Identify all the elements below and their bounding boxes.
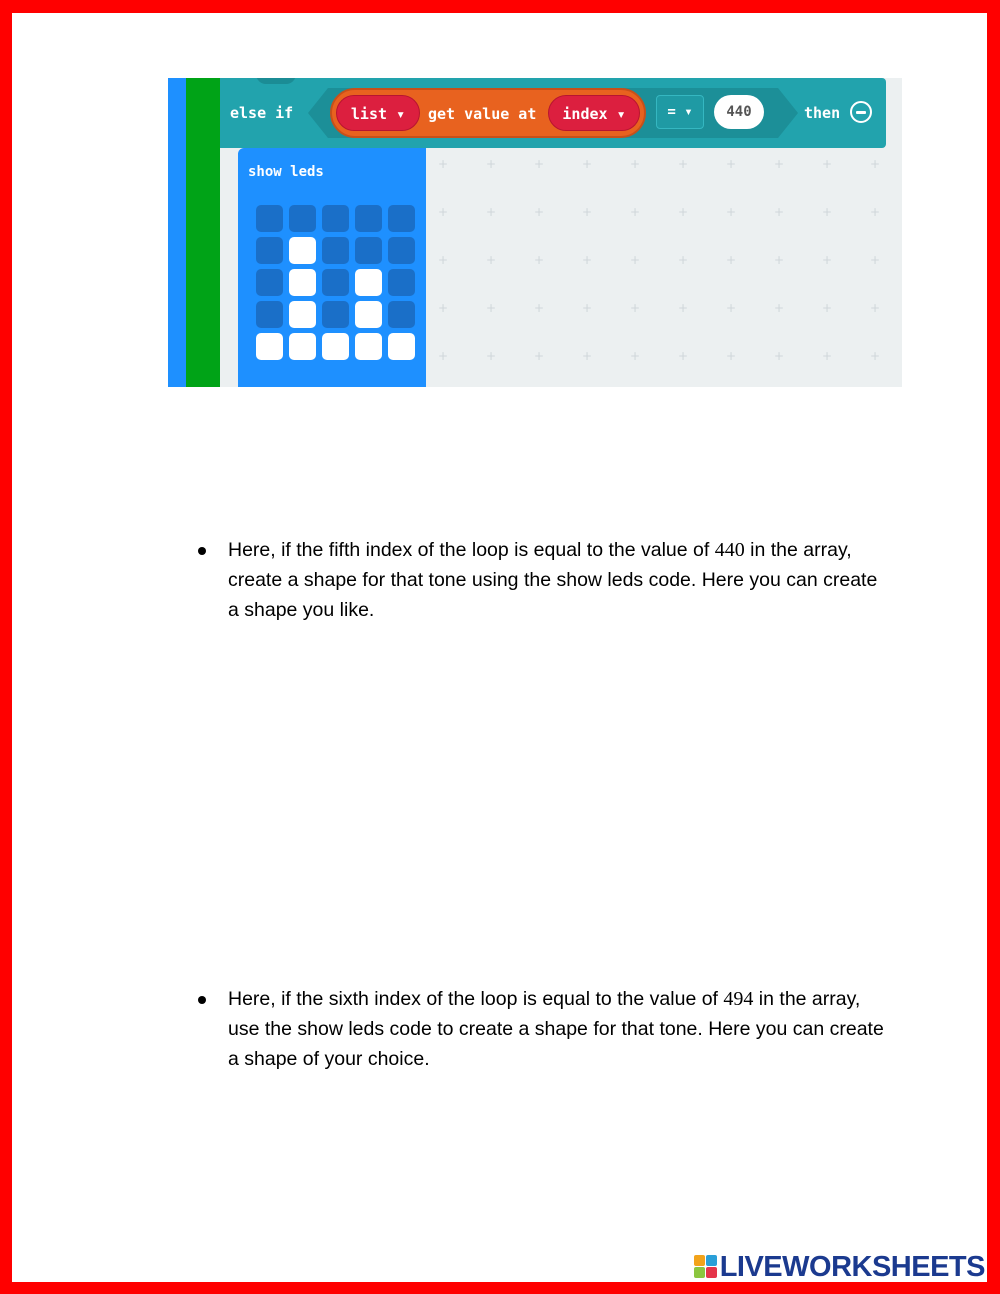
chevron-down-icon: ▾ bbox=[396, 105, 406, 123]
grid-dot: + bbox=[774, 157, 785, 171]
grid-dot: + bbox=[774, 253, 785, 267]
index-dropdown[interactable] bbox=[548, 95, 640, 131]
led-cell[interactable] bbox=[289, 269, 316, 296]
grid-dot: + bbox=[630, 253, 641, 267]
compare-value-input[interactable]: 440 bbox=[714, 95, 764, 129]
tone-value: 494 bbox=[723, 988, 754, 1010]
show-leds-label: show leds bbox=[248, 164, 324, 180]
grid-dot: + bbox=[726, 157, 737, 171]
led-cell[interactable] bbox=[355, 333, 382, 360]
led-cell[interactable] bbox=[355, 205, 382, 232]
then-label: then bbox=[804, 104, 841, 122]
led-cell[interactable] bbox=[289, 301, 316, 328]
grid-dot: + bbox=[678, 301, 689, 315]
grid-dot: + bbox=[678, 205, 689, 219]
grid-dot: + bbox=[726, 205, 737, 219]
grid-dot: + bbox=[486, 349, 497, 363]
grid-dot: + bbox=[678, 157, 689, 171]
led-cell[interactable] bbox=[355, 301, 382, 328]
get-value-label: get value at bbox=[428, 105, 537, 123]
led-cell[interactable] bbox=[322, 269, 349, 296]
led-cell[interactable] bbox=[322, 237, 349, 264]
grid-dot: + bbox=[534, 205, 545, 219]
grid-dot: + bbox=[438, 205, 449, 219]
bullet-dot bbox=[198, 547, 206, 555]
operator-dropdown[interactable] bbox=[656, 95, 704, 129]
bullet-text bbox=[228, 984, 888, 1074]
grid-dot: + bbox=[870, 349, 881, 363]
liveworksheets-logo bbox=[694, 1252, 985, 1282]
led-cell[interactable] bbox=[388, 205, 415, 232]
show-leds-block bbox=[238, 148, 426, 387]
grid-dot: + bbox=[486, 253, 497, 267]
chevron-down-icon: ▾ bbox=[684, 104, 693, 120]
list-dropdown[interactable] bbox=[336, 95, 420, 131]
led-cell[interactable] bbox=[322, 333, 349, 360]
index-dropdown-label: index bbox=[562, 105, 608, 123]
operator-label: = bbox=[667, 104, 676, 120]
outer-block-edge bbox=[168, 78, 186, 387]
led-cell[interactable] bbox=[256, 205, 283, 232]
grid-dot: + bbox=[534, 301, 545, 315]
bullet-dot bbox=[198, 996, 206, 1004]
text-part: in the array, use the show leds code to create a shape for that tone. Here you can create a shape of your choice. bbox=[228, 988, 884, 1070]
grid-dot: + bbox=[534, 253, 545, 267]
remove-branch-icon[interactable] bbox=[850, 101, 872, 123]
grid-dot: + bbox=[438, 301, 449, 315]
grid-dot: + bbox=[774, 205, 785, 219]
led-cell[interactable] bbox=[256, 237, 283, 264]
led-cell[interactable] bbox=[388, 333, 415, 360]
grid-dot: + bbox=[534, 349, 545, 363]
grid-dot: + bbox=[582, 205, 593, 219]
code-blocks-screenshot bbox=[168, 78, 902, 387]
led-cell[interactable] bbox=[388, 269, 415, 296]
grid-dot: + bbox=[870, 205, 881, 219]
grid-dot: + bbox=[678, 349, 689, 363]
loop-block-edge bbox=[186, 78, 220, 387]
grid-dot: + bbox=[534, 157, 545, 171]
grid-dot: + bbox=[726, 253, 737, 267]
grid-dot: + bbox=[822, 301, 833, 315]
led-cell[interactable] bbox=[289, 237, 316, 264]
get-value-block bbox=[330, 88, 646, 138]
led-cell[interactable] bbox=[289, 205, 316, 232]
grid-dot: + bbox=[774, 349, 785, 363]
grid-dot: + bbox=[726, 301, 737, 315]
grid-dot: + bbox=[486, 301, 497, 315]
grid-dot: + bbox=[630, 349, 641, 363]
grid-dot: + bbox=[870, 301, 881, 315]
grid-dot: + bbox=[582, 349, 593, 363]
led-matrix bbox=[253, 205, 419, 363]
grid-dot: + bbox=[486, 157, 497, 171]
else-if-label: else if bbox=[230, 104, 294, 122]
grid-dot: + bbox=[822, 349, 833, 363]
led-cell[interactable] bbox=[256, 301, 283, 328]
chevron-down-icon: ▾ bbox=[616, 105, 626, 123]
else-if-block bbox=[220, 78, 886, 148]
grid-dot: + bbox=[822, 205, 833, 219]
tone-value: 440 bbox=[714, 539, 745, 561]
led-cell[interactable] bbox=[388, 237, 415, 264]
led-cell[interactable] bbox=[355, 269, 382, 296]
grid-dot: + bbox=[438, 157, 449, 171]
logo-text: LIVEWORKSHEETS bbox=[719, 1251, 985, 1283]
list-dropdown-label: list bbox=[350, 105, 388, 123]
text-part: Here, if the sixth index of the loop is equal to the value of bbox=[228, 988, 724, 1010]
grid-dot: + bbox=[582, 253, 593, 267]
grid-dot: + bbox=[870, 157, 881, 171]
led-cell[interactable] bbox=[256, 333, 283, 360]
grid-dot: + bbox=[438, 253, 449, 267]
grid-dot: + bbox=[438, 349, 449, 363]
led-cell[interactable] bbox=[289, 333, 316, 360]
grid-dot: + bbox=[630, 157, 641, 171]
grid-dot: + bbox=[822, 253, 833, 267]
grid-dot: + bbox=[870, 253, 881, 267]
led-cell[interactable] bbox=[256, 269, 283, 296]
grid-dot: + bbox=[726, 349, 737, 363]
led-cell[interactable] bbox=[322, 301, 349, 328]
grid-dot: + bbox=[582, 157, 593, 171]
block-notch bbox=[256, 78, 296, 84]
text-part: in the array, create a shape for that tone using the show leds code. Here you can create a shape you like. bbox=[228, 539, 878, 621]
grid-dot: + bbox=[822, 157, 833, 171]
bullet-text bbox=[228, 535, 888, 625]
grid-dot: + bbox=[486, 205, 497, 219]
text-part: Here, if the fifth index of the loop is equal to the value of bbox=[228, 539, 715, 561]
led-cell[interactable] bbox=[388, 301, 415, 328]
logo-mark-icon bbox=[694, 1255, 718, 1279]
grid-dot: + bbox=[630, 301, 641, 315]
grid-dot: + bbox=[678, 253, 689, 267]
grid-dot: + bbox=[630, 205, 641, 219]
grid-dot: + bbox=[774, 301, 785, 315]
grid-dot: + bbox=[582, 301, 593, 315]
led-cell[interactable] bbox=[322, 205, 349, 232]
led-cell[interactable] bbox=[355, 237, 382, 264]
